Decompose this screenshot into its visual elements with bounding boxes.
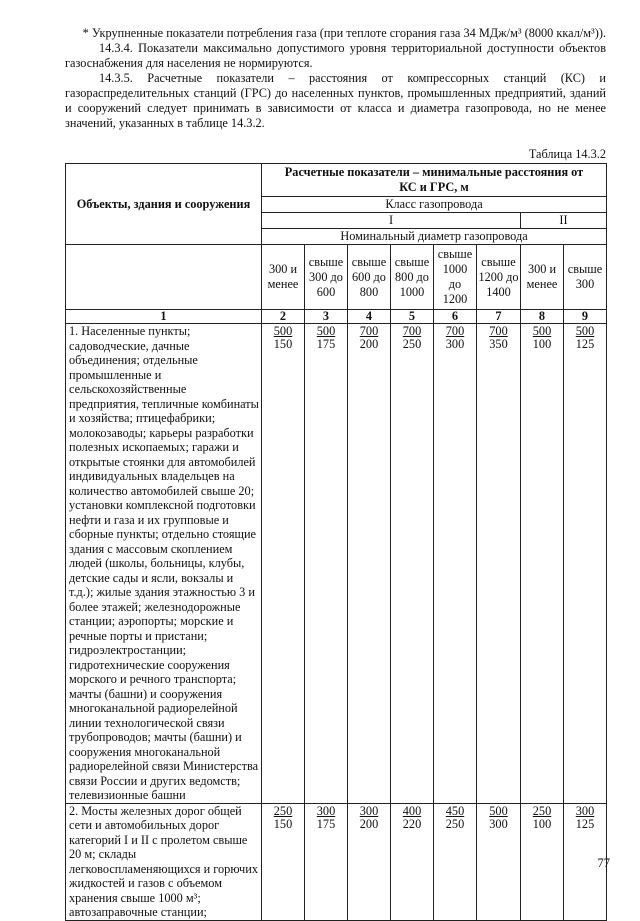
header-diameter-title: Номинальный диаметр газопровода bbox=[262, 229, 607, 245]
column-number-8: 8 bbox=[521, 310, 564, 324]
column-number-4: 4 bbox=[348, 310, 391, 324]
distance-numerator: 500 bbox=[316, 324, 336, 338]
distance-numerator: 250 bbox=[532, 803, 552, 818]
distance-denominator: 200 bbox=[359, 816, 379, 831]
header-diameter-8: свыше 300 bbox=[564, 245, 607, 310]
column-number-7: 7 bbox=[477, 310, 521, 324]
distance-numerator: 300 bbox=[575, 803, 595, 818]
distance-cell bbox=[477, 803, 521, 920]
header-objects-spacer bbox=[66, 245, 262, 310]
distance-cell bbox=[477, 324, 521, 804]
paragraph-14-3-5: 14.3.5. Расчетные показатели – расстояния от компрессорных станций (КС) и газораспределительных станций (ГРС) до населенных пунктов, промышленных предприятий, зданий и сооружений следует принимать в зависимости от класса и диаметра газопровода, но не менее значений, указанных в таблице 14.3.2. bbox=[65, 71, 606, 130]
distance-denominator: 150 bbox=[273, 337, 293, 351]
distance-cell bbox=[305, 324, 348, 804]
distance-cell bbox=[348, 324, 391, 804]
header-diameter-7: 300 и менее bbox=[521, 245, 564, 310]
header-objects: Объекты, здания и сооружения bbox=[66, 164, 262, 245]
distance-cell bbox=[391, 324, 434, 804]
distance-denominator: 100 bbox=[532, 337, 552, 351]
distance-numerator: 300 bbox=[359, 803, 379, 818]
header-diameter-3: свыше 600 до 800 bbox=[348, 245, 391, 310]
distance-denominator: 125 bbox=[575, 816, 595, 831]
distance-denominator: 300 bbox=[445, 337, 465, 351]
distance-numerator: 700 bbox=[402, 324, 422, 338]
distance-cell bbox=[434, 803, 477, 920]
header-class-2: II bbox=[521, 213, 607, 229]
column-number-9: 9 bbox=[564, 310, 607, 324]
column-number-3: 3 bbox=[305, 310, 348, 324]
object-description: 2. Мосты железных дорог общей сети и автомобильных дорог категорий I и II с пролетом свыше 20 м; склады легковоспламеняющихся и горючих жидкостей и газов с объемом хранения свыше 1000 м³; автозаправочные станции; bbox=[66, 803, 262, 920]
distance-cell bbox=[262, 803, 305, 920]
footnote: * Укрупненные показатели потребления газа (при теплоте сгорания газа 34 МДж/м³ (8000 ккал/м³)). bbox=[82, 26, 606, 40]
column-number-5: 5 bbox=[391, 310, 434, 324]
distance-cell bbox=[391, 803, 434, 920]
distance-cell bbox=[262, 324, 305, 804]
distance-denominator: 350 bbox=[489, 337, 508, 351]
distance-denominator: 125 bbox=[575, 337, 595, 351]
distance-numerator: 700 bbox=[489, 324, 508, 338]
distance-numerator: 450 bbox=[445, 803, 465, 818]
distance-cell bbox=[348, 803, 391, 920]
distance-denominator: 250 bbox=[402, 337, 422, 351]
distance-cell bbox=[434, 324, 477, 804]
distance-numerator: 500 bbox=[532, 324, 552, 338]
distance-cell bbox=[521, 324, 564, 804]
header-diameter-6: свыше 1200 до 1400 bbox=[477, 245, 521, 310]
header-class-1: I bbox=[262, 213, 521, 229]
distance-denominator: 220 bbox=[402, 816, 422, 831]
distance-numerator: 500 bbox=[273, 324, 293, 338]
distance-numerator: 300 bbox=[316, 803, 336, 818]
distance-numerator: 500 bbox=[489, 803, 508, 818]
header-diameter-2: свыше 300 до 600 bbox=[305, 245, 348, 310]
column-number-2: 2 bbox=[262, 310, 305, 324]
distance-cell bbox=[564, 324, 607, 804]
table-row bbox=[66, 803, 607, 920]
table-row bbox=[66, 324, 607, 804]
distance-numerator: 400 bbox=[402, 803, 422, 818]
distance-denominator: 175 bbox=[316, 816, 336, 831]
distances-table bbox=[65, 163, 607, 921]
distance-denominator: 100 bbox=[532, 816, 552, 831]
distance-numerator: 250 bbox=[273, 803, 293, 818]
distance-denominator: 250 bbox=[445, 816, 465, 831]
distance-denominator: 300 bbox=[489, 816, 508, 831]
object-description: 1. Населенные пункты; садоводческие, дачные объединения; отдельные промышленные и сельскохозяйственные предприятия, тепличные комбинаты и хозяйства; птицефабрики; молокозаводы; карьеры разработки полезных ископаемых; гаражи и открытые стоянки для автомобилей индивидуальных владельцев на количество автомобилей свыше 20; установки комплексной подготовки нефти и газа и их групповые и сборные пункты; отдельно стоящие здания с массовым скоплением людей (школы, больницы, клубы, детские сады и ясли, вокзалы и т.д.); жилые здания этажностью 3 и более этажей; железнодорожные станции; аэропорты; морские и речные порты и пристани; гидроэлектростанции; гидротехнические сооружения морского и речного транспорта; мачты (башни) и сооружения многоканальной радиорелейной линии технологической связи трубопроводов; мачты (башни) и сооружения многоканальной радиорелейной связи Министерства связи России и других ведомств; телевизионные башни bbox=[66, 324, 262, 804]
header-class-title: Класс газопровода bbox=[262, 197, 607, 213]
distance-denominator: 175 bbox=[316, 337, 336, 351]
distance-denominator: 150 bbox=[273, 816, 293, 831]
header-diameter-4: свыше 800 до 1000 bbox=[391, 245, 434, 310]
distance-numerator: 700 bbox=[359, 324, 379, 338]
distance-cell bbox=[305, 803, 348, 920]
column-number-6: 6 bbox=[434, 310, 477, 324]
header-diameter-5: свыше 1000 до 1200 bbox=[434, 245, 477, 310]
paragraph-14-3-4: 14.3.4. Показатели максимально допустимого уровня территориальной доступности объектов газоснабжения для населения не нормируются. bbox=[65, 41, 606, 70]
document-page bbox=[65, 26, 606, 921]
column-number-1: 1 bbox=[66, 310, 262, 324]
distance-denominator: 200 bbox=[359, 337, 379, 351]
page-number: 77 bbox=[597, 856, 610, 870]
distance-cell bbox=[521, 803, 564, 920]
distance-numerator: 500 bbox=[575, 324, 595, 338]
distance-numerator: 700 bbox=[445, 324, 465, 338]
header-diameter-1: 300 и менее bbox=[262, 245, 305, 310]
header-group-title: Расчетные показатели – минимальные расстояния от КС и ГРС, м bbox=[262, 164, 607, 197]
table-caption: Таблица 14.3.2 bbox=[528, 147, 606, 161]
